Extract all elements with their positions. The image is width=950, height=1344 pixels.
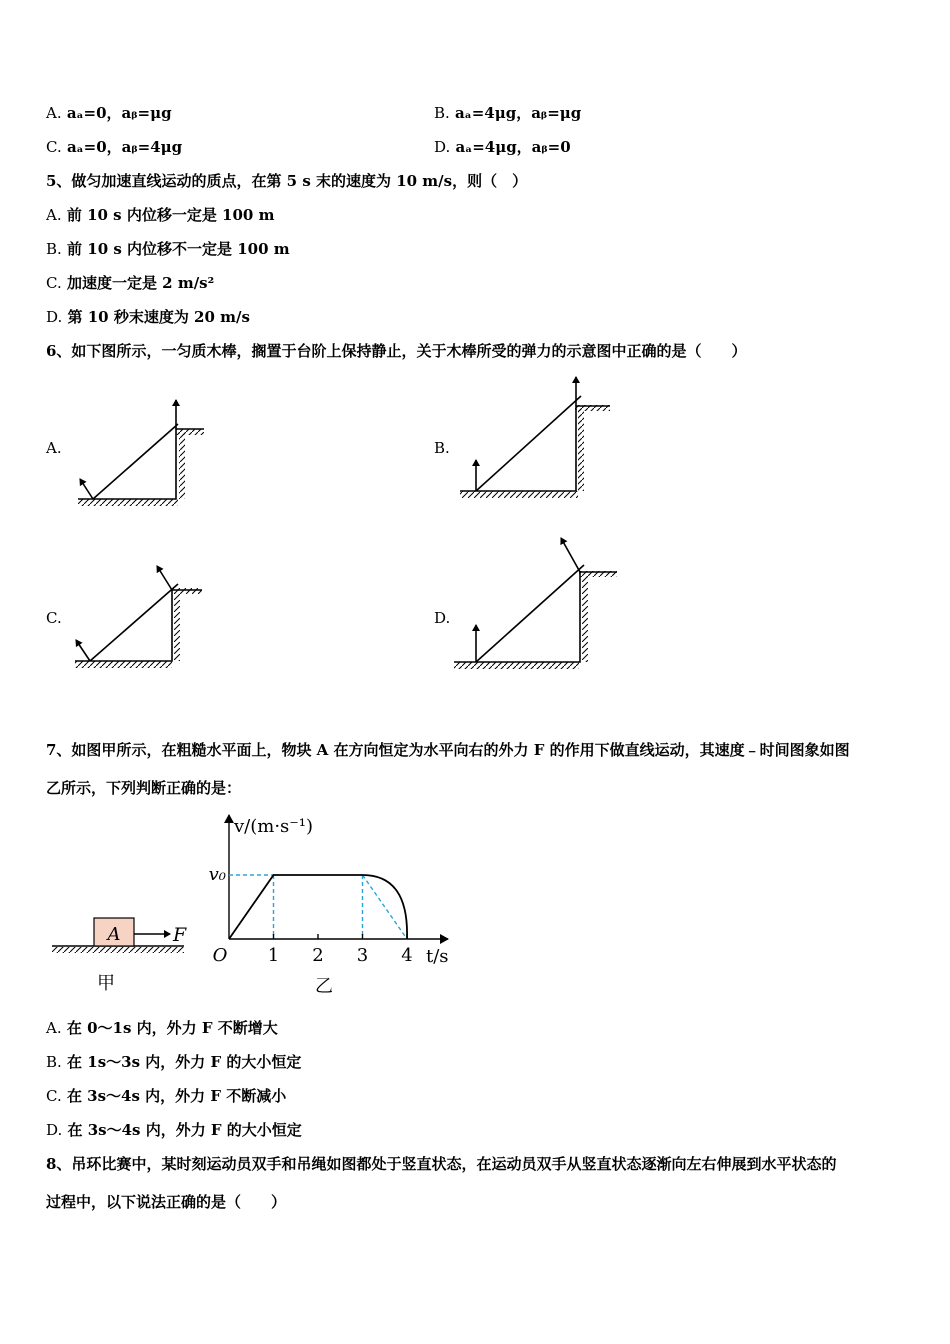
x-tick-label: 3 <box>356 945 369 966</box>
x-axis-label: t/s <box>426 946 449 967</box>
q6-stem: 6、如下图所示，一匀质木棒，搁置于台阶上保持静止，关于木棒所受的弹力的示意图中正确的是（ ） <box>46 342 747 360</box>
q8-stem-line1: 8、吊环比赛中，某时刻运动员双手和吊绳如图都处于竖直状态，在运动员双手从竖直状态逐渐向左右伸展到水平状态的 <box>46 1155 837 1173</box>
x-tick-label: 2 <box>312 945 324 966</box>
option-letter: D. <box>434 138 451 156</box>
q7-option-a <box>46 1018 278 1038</box>
option-text: 加速度一定是 2 m/s² <box>66 274 215 292</box>
option-text: 前 10 s 内位移一定是 100 m <box>66 206 275 224</box>
option-letter: C. <box>46 1087 62 1105</box>
q7-option-d <box>46 1120 302 1140</box>
option-letter: B. <box>46 1053 62 1071</box>
dashed-chord-3-4 <box>363 875 408 939</box>
q6-label-c: C. <box>46 609 62 627</box>
fig-label-jia: 甲 <box>97 973 115 994</box>
x-tick-label: 1 <box>267 945 280 966</box>
x-tick-label: 4 <box>401 945 413 966</box>
q7-option-b <box>46 1052 301 1072</box>
figure-d <box>454 538 617 669</box>
option-text: 第 10 秒末速度为 20 m/s <box>67 308 250 326</box>
option-text: aₐ=4μg，aᵦ=0 <box>455 138 571 156</box>
option-text: aₐ=4μg，aᵦ=μg <box>455 104 582 122</box>
origin-label: O <box>212 945 228 966</box>
option-letter: C. <box>46 138 62 156</box>
option-letter: B. <box>46 240 62 258</box>
option-letter: D. <box>46 308 63 326</box>
q7-stem-line2: 乙所示，下列判断正确的是： <box>46 779 242 797</box>
option-letter: B. <box>434 104 450 122</box>
option-letter: A. <box>46 1019 62 1037</box>
option-text: 在 0～1s 内，外力 F 不断增大 <box>66 1019 278 1037</box>
option-text: 在 3s～4s 内，外力 F 不断减小 <box>66 1087 287 1105</box>
option-text: aₐ=0，aᵦ=μg <box>66 104 172 122</box>
figure-b <box>460 377 610 498</box>
series-line <box>229 875 407 939</box>
option-text: 在 3s～4s 内，外力 F 的大小恒定 <box>67 1121 302 1139</box>
q6-label-b: B. <box>434 439 450 457</box>
q6-label-d: D. <box>434 609 451 627</box>
fig-label-yi: 乙 <box>315 976 333 997</box>
option-letter: A. <box>46 104 62 122</box>
option-text: 前 10 s 内位移不一定是 100 m <box>67 240 290 258</box>
q8-stem-line2: 过程中，以下说法正确的是（ ） <box>46 1193 287 1211</box>
q6-label-a: A. <box>46 439 62 457</box>
option-letter: C. <box>46 274 62 292</box>
q7-option-c <box>46 1086 286 1106</box>
v0-label: v₀ <box>208 864 226 885</box>
option-letter: D. <box>46 1121 63 1139</box>
figure-c <box>75 566 202 668</box>
block-label: A <box>107 924 121 945</box>
option-text: aₐ=0，aᵦ=4μg <box>66 138 183 156</box>
figure-a <box>78 400 204 506</box>
y-axis-label: v/(m·s⁻¹) <box>234 816 314 837</box>
option-letter: A. <box>46 206 62 224</box>
option-text: 在 1s～3s 内，外力 F 的大小恒定 <box>67 1053 302 1071</box>
force-label: F <box>173 924 187 946</box>
q5-stem: 5、做匀加速直线运动的质点，在第 5 s 末的速度为 10 m/s，则（ ） <box>46 172 528 190</box>
q7-vt-chart <box>200 810 460 995</box>
q7-stem-line1: 7、如图甲所示，在粗糙水平面上，物块 A 在方向恒定为水平向右的外力 F 的作用下做直线运动，其速度﹣时间图象如图 <box>46 741 850 759</box>
